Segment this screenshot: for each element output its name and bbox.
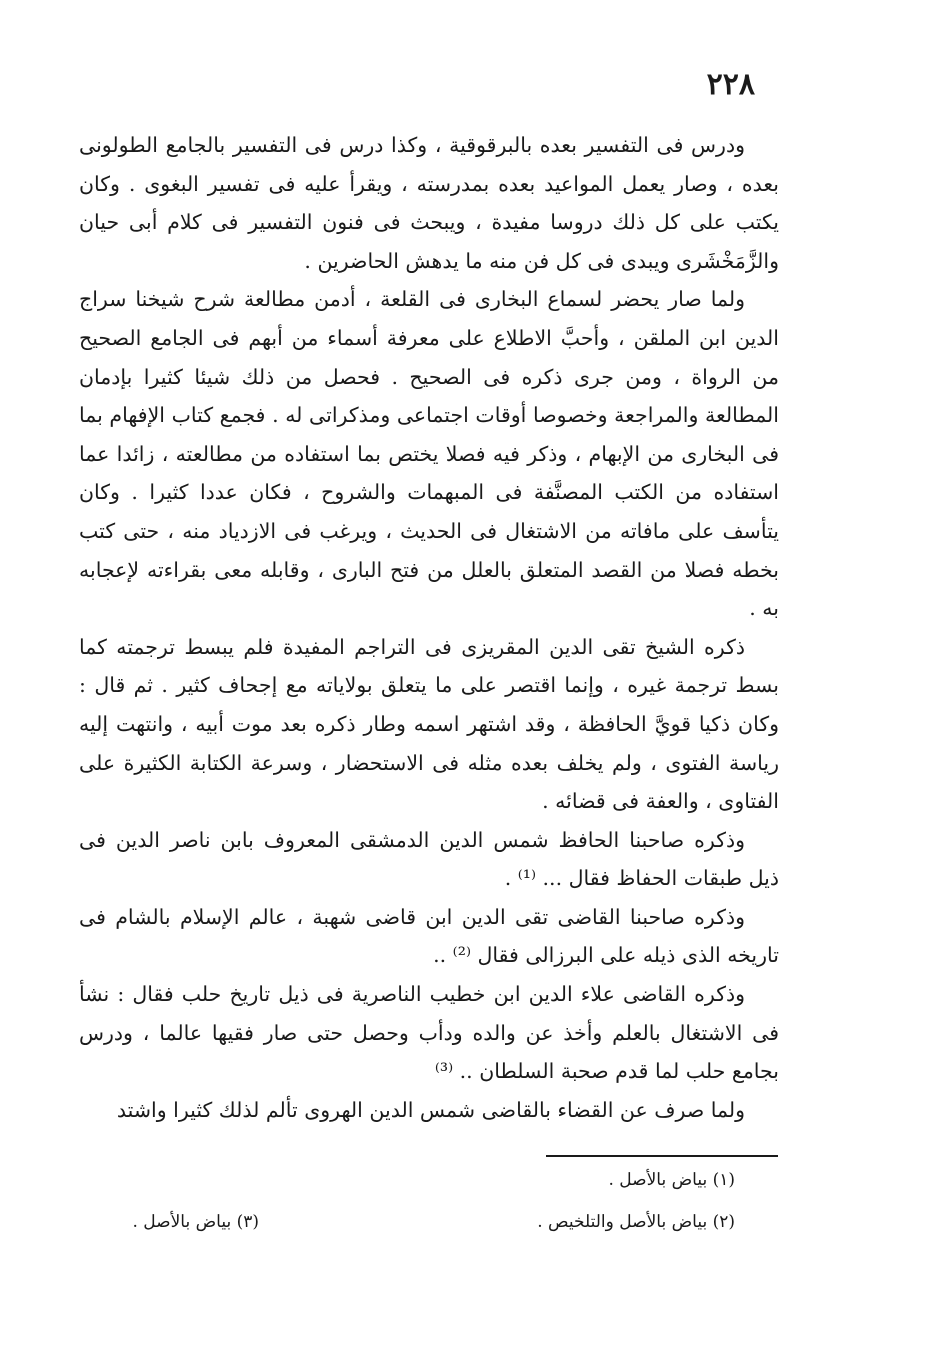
paragraph-5: وذكره صاحبنا القاضى تقى الدين ابن قاضى شهبة ، عالم الإسلام بالشام فى تاريخه الذى ذيله على البرزالى فقال ⁽²⁾ .. (79, 904, 779, 968)
footnote-2: (٢) بياض بالأصل والتلخيص . (537, 1212, 735, 1232)
page-number: ٢٢٨ (706, 67, 755, 102)
footnote-divider (546, 1155, 778, 1157)
paragraph-7: ولما صرف عن القضاء بالقاضى شمس الدين الهروى تألم لذلك كثيرا واشتد (116, 1097, 745, 1122)
paragraph-4: وذكره صاحبنا الحافظ شمس الدين الدمشقى المعروف بابن ناصر الدين فى ذيل طبقات الحفاظ فقال ... ⁽¹⁾ . (79, 827, 779, 891)
paragraph-6: وذكره القاضى علاء الدين ابن خطيب الناصرية فى ذيل تاريخ حلب فقال : نشأ فى الاشتغال بالعلم وأخذ عن والده ودأب وحصل حتى صار فقيها عالما ، ودرس بجامع حلب لما قدم صحبة السلطان .. ⁽³⁾ (79, 982, 779, 1084)
paragraph-2: ولما صار يحضر لسماع البخارى فى القلعة ، أدمن مطالعة شرح شيخنا سراج الدين ابن الملقن ، وأحبَّ الاطلاع على معرفة أسماء من أبهم فى الجامع الصحيح من الرواة ، ومن جرى ذكره فى الصحيح . فحصل من ذلك شيئا كثيرا بإدمان المطالعة والمراجعة وخصوصا أوقات اجتماعى ومذكراتى له . فجمع كتاب الإفهام بما فى البخارى من الإبهام ، وذكر فيه فصلا يختص بما استفاده من مطالعته ، زائدا عما استفاده من الكتب المصنَّفة فى المبهمات والشروح ، فكان عددا كثيرا . وكان يتأسف على مافاته من الاشتغال فى الحديث ، ويرغب فى الازدياد منه ، حتى كتب بخطه فصلا من القصد المتعلق بالعلل من فتح البارى ، وقابله معى بقراءته لإعجابه به . (79, 287, 779, 621)
paragraph-3: ذكره الشيخ تقى الدين المقريزى فى التراجم المفيدة فلم يبسط ترجمته كما بسط ترجمة غيره ، وإنما اقتصر على ما يتعلق بولاياته مع إجحاف كثير . ثم قال : وكان ذكيا قويَّ الحافظة ، وقد اشتهر اسمه وطار ذكره بعد موت أبيه ، وانتهت إليه رياسة الفتوى ، ولم يخلف بعده مثله فى الاستحضار ، وسرعة الكتابة الكثيرة على الفتاوى ، والعفة فى قضائه . (79, 634, 779, 814)
paragraph-1: ودرس فى التفسير بعده بالبرقوقية ، وكذا درس فى التفسير بالجامع الطولونى بعده ، وصار يعمل المواعيد بعده بمدرسته ، ويقرأ عليه فى تفسير البغوى . وكان يكتب على كل ذلك دروسا مفيدة ، ويبحث فى فنون التفسير فى كلام أبى حيان والزَّمَخْشَرى ويبدى فى كل فن منه ما يدهش الحاضرين . (79, 133, 779, 273)
body-text (79, 126, 779, 1129)
footnote-1: (١) بياض بالأصل . (608, 1170, 735, 1190)
footnote-3: (٣) بياض بالأصل . (132, 1212, 259, 1232)
